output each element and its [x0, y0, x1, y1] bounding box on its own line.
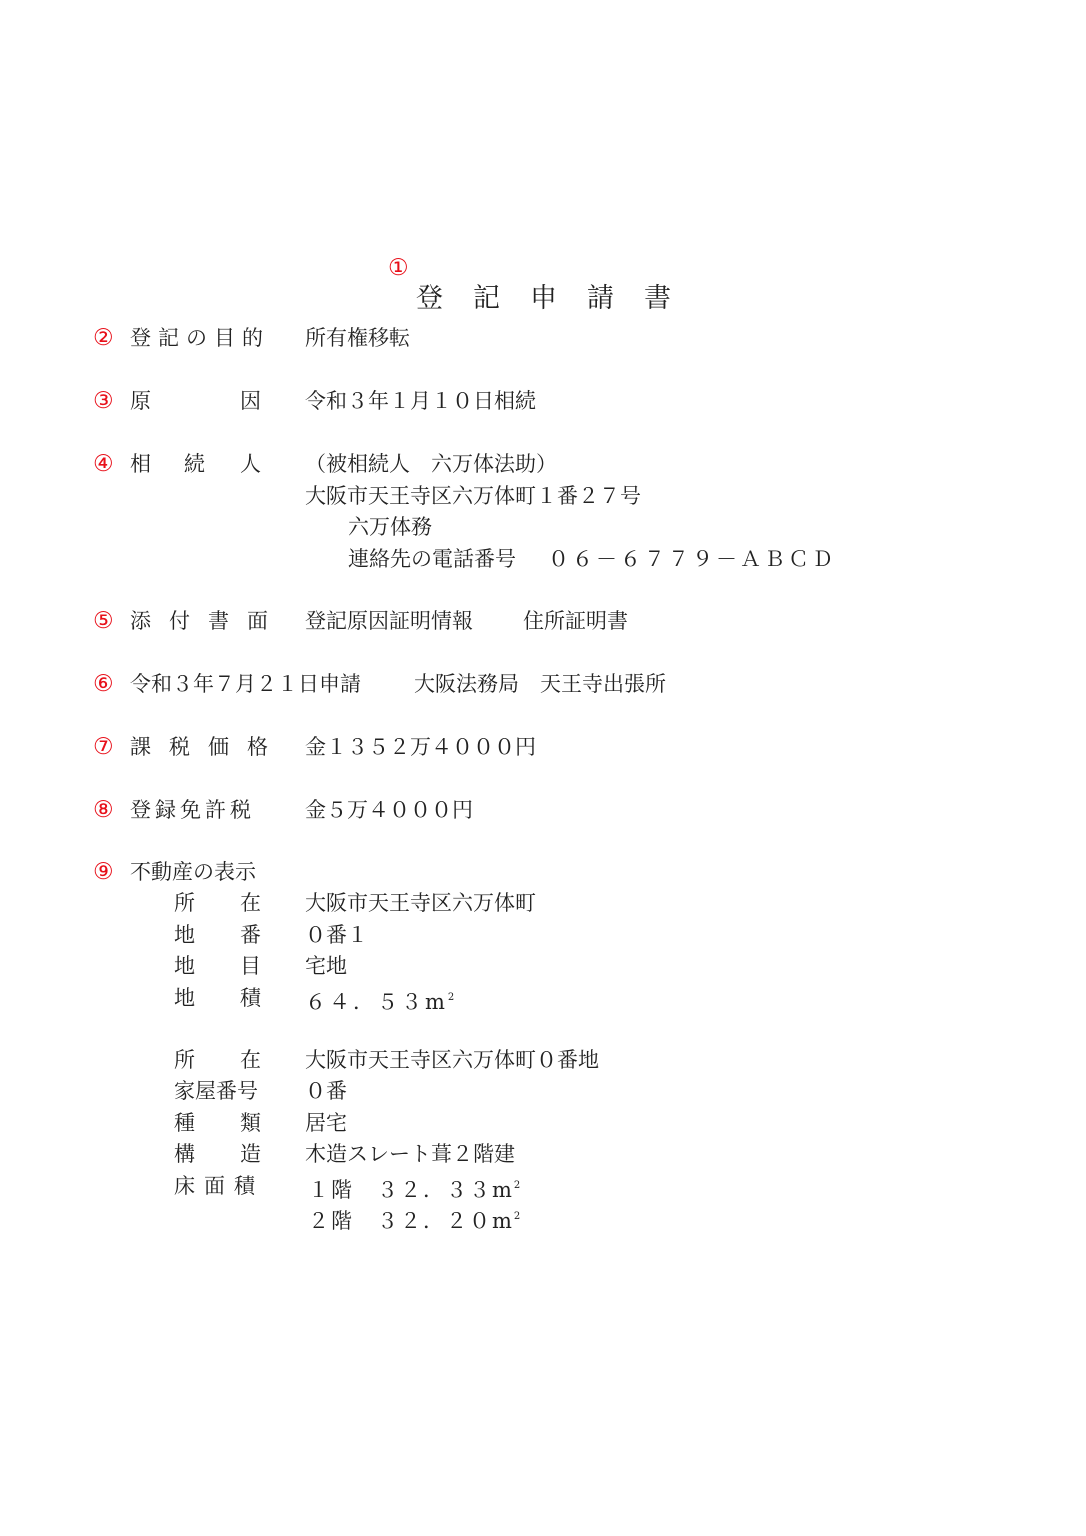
building-type: 居宅 [305, 1111, 347, 1135]
heir-label-b: 続 [184, 452, 205, 476]
decedent-name: （被相続人 六万体法助） [305, 452, 557, 476]
application-date: 令和３年７月２１日申請 [130, 672, 361, 696]
building-location: 大阪市天王寺区六万体町０番地 [305, 1048, 599, 1072]
land-location-label-b: 在 [240, 891, 261, 915]
attachments-label: 添付書面 [130, 609, 286, 633]
reg-tax-value: 金５万４０００円 [305, 798, 473, 822]
marker-3: ③ [93, 388, 114, 414]
building-structure: 木造スレート葺２階建 [305, 1142, 515, 1166]
land-area: ６４．$53m^2$ [305, 990, 458, 1014]
tax-value: 金１３５２万４０００円 [305, 735, 536, 759]
heir-label-c: 人 [240, 452, 261, 476]
heir-address: 大阪市天王寺区六万体町１番２７号 [305, 484, 641, 508]
square-meter-unit: $m^2$ [425, 990, 458, 1014]
purpose-label: 登記の目的 [130, 326, 270, 350]
attachment-1: 登記原因証明情報 [305, 609, 473, 633]
marker-9: ⑨ [93, 859, 114, 885]
house-number: ０番 [305, 1079, 347, 1103]
application-office: 大阪法務局 天王寺出張所 [414, 672, 666, 696]
land-number: ０番１ [305, 923, 368, 947]
building-type-label-a: 種 [174, 1111, 195, 1135]
marker-5: ⑤ [93, 608, 114, 634]
phone-label: 連絡先の電話番号 [348, 547, 516, 571]
marker-7: ⑦ [93, 734, 114, 760]
marker-1: ① [388, 255, 409, 281]
floor-area-label: 床面積 [174, 1174, 264, 1198]
land-number-label-a: 地 [174, 923, 195, 947]
heir-label-a: 相 [130, 452, 151, 476]
land-category-label-a: 地 [174, 954, 195, 978]
land-location: 大阪市天王寺区六万体町 [305, 891, 536, 915]
building-location-label-b: 在 [240, 1048, 261, 1072]
land-category-label-b: 目 [240, 954, 261, 978]
marker-4: ④ [93, 451, 114, 477]
land-location-label-a: 所 [174, 891, 195, 915]
building-location-label-a: 所 [174, 1048, 195, 1072]
land-number-label-b: 番 [240, 923, 261, 947]
attachment-2: 住所証明書 [523, 609, 628, 633]
land-area-label-a: 地 [174, 986, 195, 1010]
marker-6: ⑥ [93, 671, 114, 697]
land-area-label-b: 積 [240, 986, 261, 1010]
reg-tax-label: 登録免許税 [130, 798, 255, 822]
square-meter-unit: $m^2$ [492, 1209, 523, 1233]
building-type-label-b: 類 [240, 1111, 261, 1135]
phone-number: ０６－６７７９－ＡＢＣＤ [548, 547, 836, 571]
purpose-value: 所有権移転 [305, 326, 410, 350]
cause-value: 令和３年１月１０日相続 [305, 389, 536, 413]
marker-8: ⑧ [93, 797, 114, 823]
property-label: 不動産の表示 [130, 860, 256, 884]
heir-name: 六万体務 [348, 515, 432, 539]
floor-area-2: ２階 ３２．$20m^2$ [308, 1209, 523, 1233]
square-meter-unit: $m^2$ [492, 1178, 523, 1202]
house-number-label: 家屋番号 [174, 1079, 258, 1103]
land-category: 宅地 [305, 954, 347, 978]
page-title: 登記申請書 [416, 283, 701, 314]
floor-area-1: １階 ３２．$33m^2$ [308, 1178, 523, 1202]
structure-label-a: 構 [174, 1142, 195, 1166]
tax-value-label: 課税価格 [130, 735, 286, 759]
marker-2: ② [93, 325, 114, 351]
cause-label-b: 因 [240, 389, 261, 413]
cause-label-a: 原 [130, 389, 151, 413]
structure-label-b: 造 [240, 1142, 261, 1166]
